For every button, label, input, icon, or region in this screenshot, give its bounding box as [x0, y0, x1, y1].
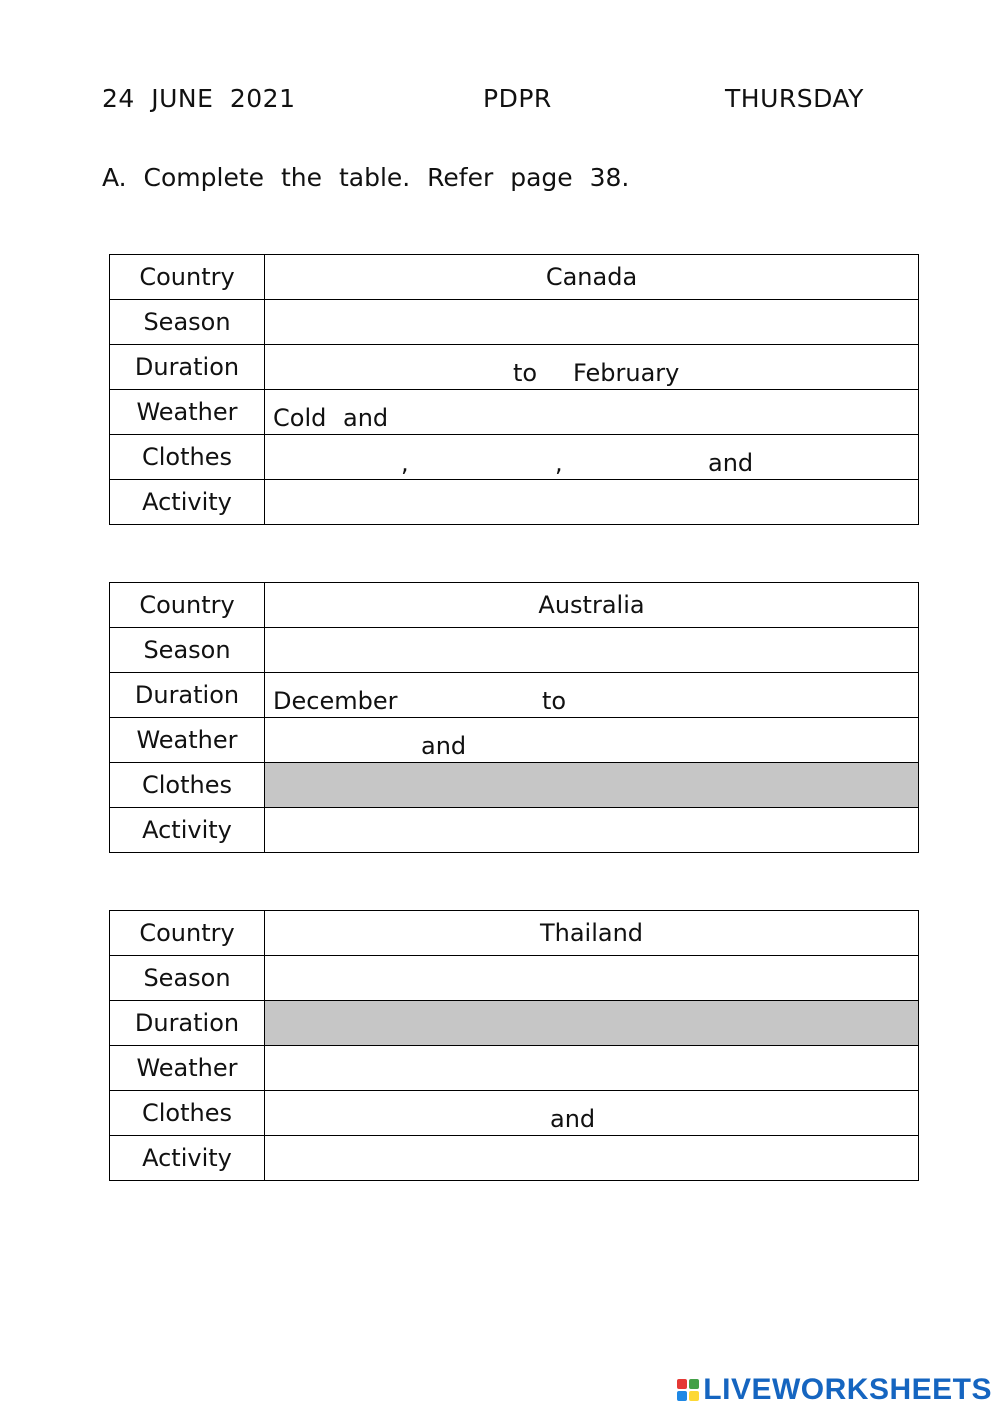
weather-answer-field[interactable]	[265, 390, 919, 435]
clothes-answer-field[interactable]	[265, 1091, 919, 1136]
duration-answer-field[interactable]	[265, 1001, 919, 1046]
liveworksheets-brand: LIVEWORKSHEETS	[703, 1373, 992, 1406]
duration-answer-field[interactable]	[265, 673, 919, 718]
table-row	[110, 1091, 919, 1136]
australia-table	[109, 582, 919, 853]
canada-table	[109, 254, 919, 525]
liveworksheets-logo-icon	[677, 1379, 699, 1401]
season-answer-field[interactable]	[265, 300, 919, 345]
row-label: Season	[110, 628, 265, 673]
table-row	[110, 583, 919, 628]
worksheet-day: THURSDAY	[725, 84, 864, 113]
duration-word: to	[513, 359, 538, 387]
row-label: Weather	[110, 718, 265, 763]
clothes-word: ,	[555, 449, 563, 477]
logo-square	[677, 1379, 687, 1389]
liveworksheets-footer	[677, 1373, 992, 1407]
country-value: Thailand	[265, 911, 919, 956]
weather-word: Cold	[273, 404, 327, 432]
worksheet-date: 24 JUNE 2021	[102, 84, 296, 113]
country-value: Australia	[265, 583, 919, 628]
table-row	[110, 390, 919, 435]
weather-word: and	[343, 404, 389, 432]
logo-square	[677, 1391, 687, 1401]
row-label: Activity	[110, 808, 265, 853]
worksheet-subject: PDPR	[483, 84, 552, 113]
table-row	[110, 673, 919, 718]
thailand-table	[109, 910, 919, 1181]
table-row	[110, 255, 919, 300]
table-row	[110, 911, 919, 956]
row-label: Country	[110, 583, 265, 628]
row-label: Duration	[110, 345, 265, 390]
activity-answer-field[interactable]	[265, 480, 919, 525]
clothes-word: and	[550, 1105, 596, 1133]
row-label: Duration	[110, 1001, 265, 1046]
row-label: Clothes	[110, 1091, 265, 1136]
row-label: Activity	[110, 480, 265, 525]
table-row	[110, 628, 919, 673]
duration-word: February	[573, 359, 680, 387]
row-label: Country	[110, 911, 265, 956]
weather-word: and	[421, 732, 467, 760]
activity-answer-field[interactable]	[265, 1136, 919, 1181]
table-row	[110, 763, 919, 808]
table-row	[110, 480, 919, 525]
row-label: Country	[110, 255, 265, 300]
season-answer-field[interactable]	[265, 628, 919, 673]
row-label: Weather	[110, 390, 265, 435]
row-label: Activity	[110, 1136, 265, 1181]
duration-word: December	[273, 687, 398, 715]
season-answer-field[interactable]	[265, 956, 919, 1001]
row-label: Season	[110, 956, 265, 1001]
clothes-answer-field[interactable]	[265, 435, 919, 480]
duration-word: to	[542, 687, 567, 715]
logo-square	[689, 1379, 699, 1389]
table-row	[110, 300, 919, 345]
activity-answer-field[interactable]	[265, 808, 919, 853]
clothes-word: ,	[401, 449, 409, 477]
row-label: Clothes	[110, 435, 265, 480]
instruction-text: A. Complete the table. Refer page 38.	[102, 163, 630, 192]
clothes-word: and	[708, 449, 754, 477]
row-label: Season	[110, 300, 265, 345]
table-row	[110, 718, 919, 763]
weather-answer-field[interactable]	[265, 1046, 919, 1091]
table-row	[110, 1001, 919, 1046]
table-row	[110, 956, 919, 1001]
logo-square	[689, 1391, 699, 1401]
country-value: Canada	[265, 255, 919, 300]
duration-answer-field[interactable]	[265, 345, 919, 390]
table-row	[110, 808, 919, 853]
table-row	[110, 1136, 919, 1181]
row-label: Weather	[110, 1046, 265, 1091]
weather-answer-field[interactable]	[265, 718, 919, 763]
row-label: Clothes	[110, 763, 265, 808]
clothes-answer-field[interactable]	[265, 763, 919, 808]
row-label: Duration	[110, 673, 265, 718]
table-row	[110, 435, 919, 480]
table-row	[110, 1046, 919, 1091]
table-row	[110, 345, 919, 390]
